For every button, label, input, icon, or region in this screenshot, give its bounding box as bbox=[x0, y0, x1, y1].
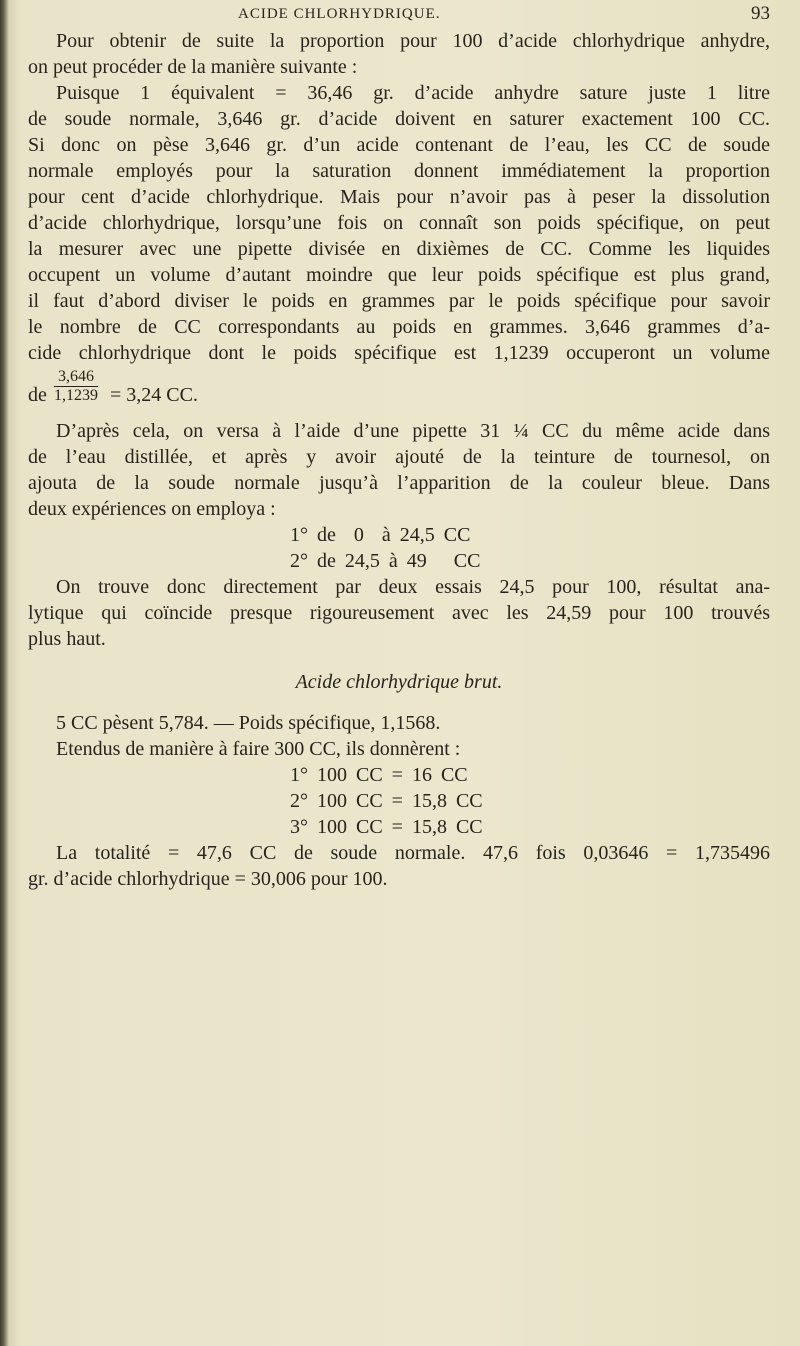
experiment-item: 2° de 24,5 à 49 CC bbox=[290, 550, 481, 572]
section-heading: Acide chlorhydrique brut. bbox=[295, 671, 503, 693]
text-line: ajouta de la soude normale jusqu’à l’apparition de la couleur bleue. Dans bbox=[28, 472, 770, 494]
text-line: de soude normale, 3,646 gr. d’acide doivent en saturer exactement 100 CC. bbox=[28, 108, 770, 130]
text-line: Pour obtenir de suite la proportion pour 100 d’acide chlorhydrique anhydre, bbox=[56, 30, 770, 52]
text-line: gr. d’acide chlorhydrique = 30,006 pour 100. bbox=[28, 868, 388, 890]
text-line: il faut d’abord diviser le poids en grammes par le poids spécifique pour savoir bbox=[28, 290, 770, 312]
text-line: cide chlorhydrique dont le poids spécifique est 1,1239 occuperont un volume bbox=[28, 342, 770, 364]
text-line: D’après cela, on versa à l’aide d’une pipette 31 ¼ CC du même acide dans bbox=[56, 420, 770, 442]
running-title: ACIDE CHLORHYDRIQUE. bbox=[238, 6, 441, 22]
page-body bbox=[28, 28, 770, 892]
text-line: la mesurer avec une pipette divisée en dixièmes de CC. Comme les liquides bbox=[28, 238, 770, 260]
result-item: 1° 100 CC = 16 CC bbox=[290, 764, 468, 786]
text-line: 5 CC pèsent 5,784. — Poids spécifique, 1,1568. bbox=[56, 712, 441, 734]
text-line: deux expériences on employa : bbox=[28, 498, 276, 520]
fraction-denominator: 1,1239 bbox=[54, 387, 98, 404]
result-item: 2° 100 CC = 15,8 CC bbox=[290, 790, 483, 812]
fraction-numerator: 3,646 bbox=[54, 368, 98, 387]
text-line: lytique qui coïncide presque rigoureusement avec les 24,59 pour 100 trouvés bbox=[28, 602, 770, 624]
text-line: pour cent d’acide chlorhydrique. Mais pour n’avoir pas à peser la dissolution bbox=[28, 186, 770, 208]
text-line: de l’eau distillée, et après y avoir ajouté de la teinture de tournesol, on bbox=[28, 446, 770, 468]
fraction-equation bbox=[28, 366, 770, 418]
text-line: le nombre de CC correspondants au poids en grammes. 3,646 grammes d’a- bbox=[28, 316, 770, 338]
experiment-item: 1° de 0 à 24,5 CC bbox=[290, 524, 471, 546]
page-number: 93 bbox=[751, 3, 770, 24]
text-line: normale employés pour la saturation donnent immédiatement la proportion bbox=[28, 160, 770, 182]
running-header bbox=[28, 2, 770, 28]
text-line: Puisque 1 équivalent = 36,46 gr. d’acide anhydre sature juste 1 litre bbox=[56, 82, 770, 104]
text-line: Etendus de manière à faire 300 CC, ils donnèrent : bbox=[56, 738, 461, 760]
fraction bbox=[54, 368, 98, 405]
text-line: d’acide chlorhydrique, lorsqu’une fois on connaît son poids spécifique, on peut bbox=[28, 212, 770, 234]
text-line: occupent un volume d’autant moindre que leur poids spécifique est plus grand, bbox=[28, 264, 770, 286]
result-item: 3° 100 CC = 15,8 CC bbox=[290, 816, 483, 838]
text-line: La totalité = 47,6 CC de soude normale. 47,6 fois 0,03646 = 1,735496 bbox=[56, 842, 770, 864]
fraction-result: = 3,24 CC. bbox=[110, 384, 198, 406]
text-line: on peut procéder de la manière suivante : bbox=[28, 56, 358, 78]
text-line: On trouve donc directement par deux essais 24,5 pour 100, résultat ana- bbox=[56, 576, 770, 598]
fraction-prefix: de bbox=[28, 384, 47, 406]
text-line: Si donc on pèse 3,646 gr. d’un acide contenant de l’eau, les CC de soude bbox=[28, 134, 770, 156]
text-line: plus haut. bbox=[28, 628, 106, 650]
